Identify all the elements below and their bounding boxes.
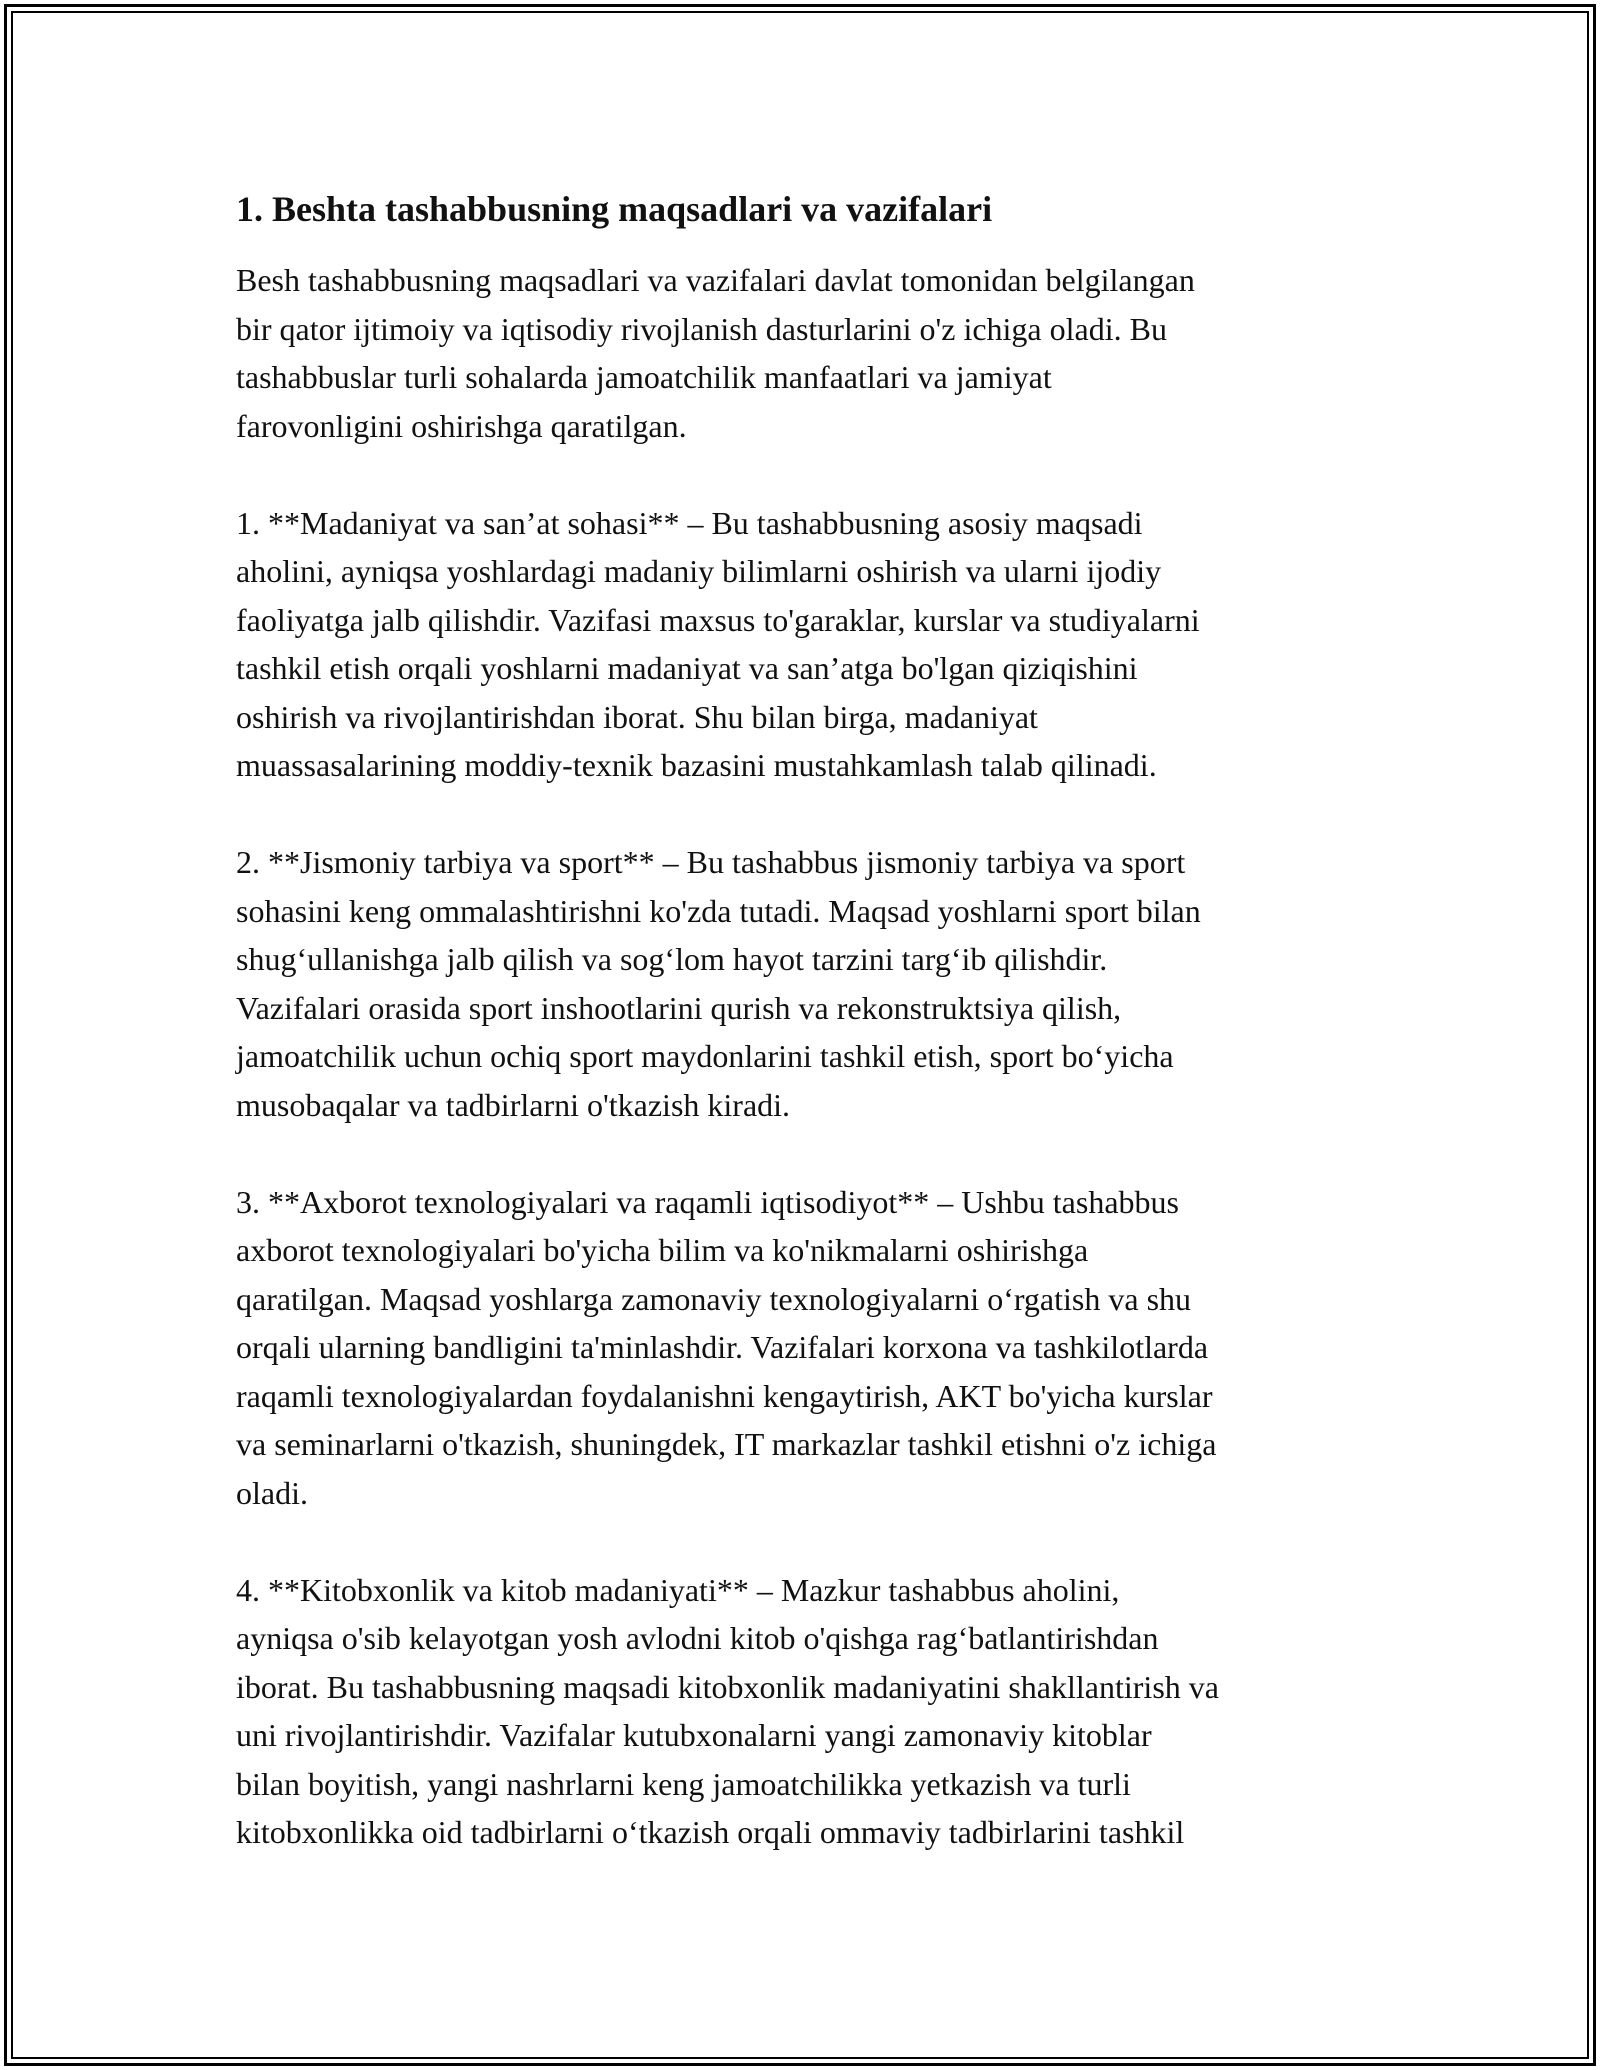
text-line: oladi. [236, 1474, 308, 1511]
text-line: musobaqalar va tadbirlarni o'tkazish kiradi. [236, 1086, 791, 1123]
text-line: ayniqsa o'sib kelayotgan yosh avlodni kitob o'qishga rag‘batlantirishdan [236, 1620, 1159, 1656]
text-line: faoliyatga jalb qilishdir. Vazifasi maxsus to'garaklar, kurslar va studiyalarni [236, 601, 1200, 638]
text-line: qaratilgan. Maqsad yoshlarga zamonaviy texnologiyalarni o‘rgatish va shu [236, 1280, 1192, 1317]
paragraph-item-1 [236, 499, 1366, 790]
text-line: uni rivojlantirishdir. Vazifalar kutubxonalarni yangi zamonaviy kitoblar [236, 1717, 1152, 1753]
text-line: orqali ularning bandligini ta'minlashdir. Vazifalari korxona va tashkilotlarda [236, 1329, 1209, 1365]
text-line: farovonligini oshirishga qaratilgan. [236, 407, 687, 444]
paragraph-item-4 [236, 1566, 1366, 1857]
text-line: raqamli texnologiyalardan foydalanishni kengaytirish, AKT bo'yicha kurslar [236, 1377, 1213, 1414]
text-line: jamoatchilik uchun ochiq sport maydonlarini tashkil etish, sport bo‘yicha [236, 1038, 1174, 1074]
document-body [236, 186, 1366, 1905]
text-line: aholini, ayniqsa yoshlardagi madaniy bilimlarni oshirish va ularni ijodiy [236, 553, 1162, 589]
text-line: shug‘ullanishga jalb qilish va sog‘lom hayot tarzini targ‘ib qilishdir. [236, 941, 1108, 977]
text-line: oshirish va rivojlantirishdan iborat. Shu bilan birga, madaniyat [236, 698, 1038, 735]
text-line: 3. **Axborot texnologiyalari va raqamli iqtisodiyot** – Ushbu tashabbus [236, 1183, 1179, 1220]
text-line: tashkil etish orqali yoshlarni madaniyat va san’atga bo'lgan qiziqishini [236, 650, 1138, 686]
text-line: iborat. Bu tashabbusning maqsadi kitobxonlik madaniyatini shakllantirish va [236, 1668, 1219, 1705]
text-line: sohasini keng ommalashtirishni ko'zda tutadi. Maqsad yoshlarni sport bilan [236, 892, 1201, 929]
text-line: muassasalarining moddiy-texnik bazasini mustahkamlash talab qilinadi. [236, 747, 1157, 783]
document-title: 1. Beshta tashabbusning maqsadlari va vazifalari [236, 189, 993, 229]
text-line: bir qator ijtimoiy va iqtisodiy rivojlanish dasturlarini o'z ichiga oladi. Bu [236, 310, 1167, 347]
text-line: tashabbuslar turli sohalarda jamoatchilik manfaatlari va jamiyat [236, 359, 1052, 395]
text-line: Besh tashabbusning maqsadlari va vazifalari davlat tomonidan belgilangan [236, 262, 1195, 298]
text-line: 1. **Madaniyat va san’at sohasi** – Bu tashabbusning asosiy maqsadi [236, 504, 1143, 541]
text-line: Vazifalari orasida sport inshootlarini qurish va rekonstruktsiya qilish, [236, 989, 1122, 1026]
paragraph-item-3 [236, 1178, 1366, 1518]
text-line: va seminarlarni o'tkazish, shuningdek, IT markazlar tashkil etishni o'z ichiga [236, 1426, 1217, 1462]
text-line: axborot texnologiyalari bo'yicha bilim va ko'nikmalarni oshirishga [236, 1232, 1089, 1268]
text-line: 2. **Jismoniy tarbiya va sport** – Bu tashabbus jismoniy tarbiya va sport [236, 844, 1186, 880]
text-line: bilan boyitish, yangi nashrlarni keng jamoatchilikka yetkazish va turli [236, 1765, 1131, 1802]
paragraph-item-2 [236, 838, 1366, 1129]
paragraph-intro [236, 256, 1366, 450]
text-line: 4. **Kitobxonlik va kitob madaniyati** – Mazkur tashabbus aholini, [236, 1571, 1120, 1608]
text-line: kitobxonlikka oid tadbirlarni o‘tkazish orqali ommaviy tadbirlarini tashkil [236, 1814, 1185, 1850]
